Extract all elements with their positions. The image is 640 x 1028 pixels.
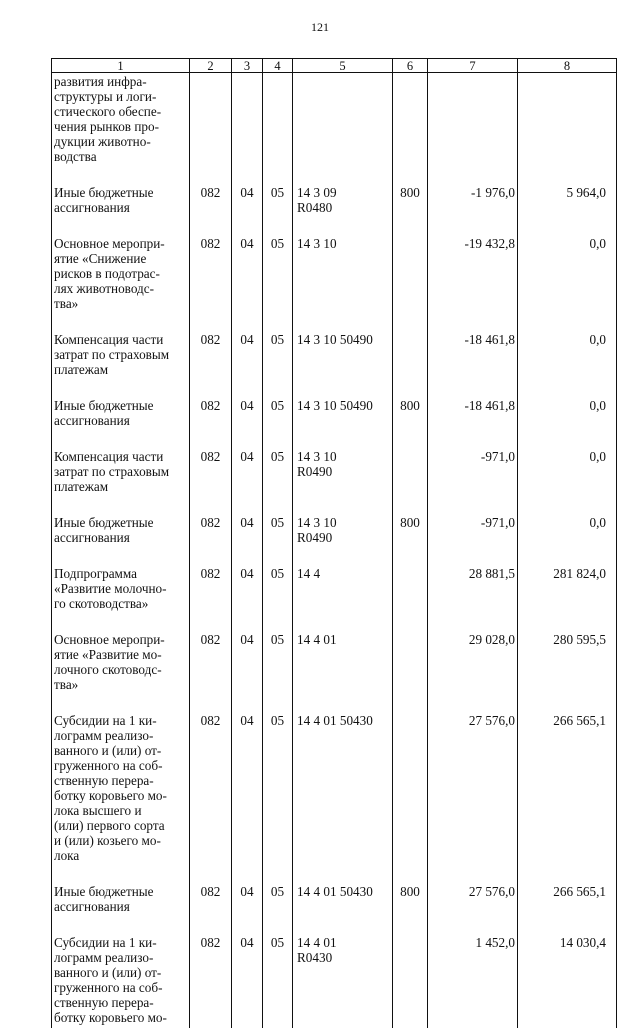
header-col-5: 5 <box>293 59 393 73</box>
cell-target-article: 14 4 <box>293 566 393 632</box>
cell-target-article: 14 4 01 50430 <box>293 713 393 884</box>
cell-expense-type: 800 <box>393 398 428 449</box>
cell-name: Компенсация части затрат по страховым платежам <box>52 332 190 398</box>
cell-expense-type <box>393 566 428 632</box>
cell-subsection: 05 <box>263 566 293 632</box>
header-col-2: 2 <box>190 59 232 73</box>
cell-name: Подпрограмма «Развитие молочно- го скотоводства» <box>52 566 190 632</box>
cell-name: Иные бюджетные ассигнования <box>52 185 190 236</box>
cell-amount-change: -1 976,0 <box>428 185 518 236</box>
table-row <box>52 398 617 449</box>
cell-ministry: 082 <box>190 236 232 332</box>
header-row <box>52 59 617 73</box>
cell-amount-change: 1 452,0 <box>428 935 518 1028</box>
cell-ministry: 082 <box>190 449 232 515</box>
cell-name: Иные бюджетные ассигнования <box>52 884 190 935</box>
cell-section: 04 <box>232 566 263 632</box>
cell-section: 04 <box>232 884 263 935</box>
cell-section: 04 <box>232 236 263 332</box>
cell-target-article: 14 4 01 <box>293 632 393 713</box>
table-row <box>52 449 617 515</box>
header-col-6: 6 <box>393 59 428 73</box>
cell-expense-type: 800 <box>393 185 428 236</box>
cell-amount-change: 29 028,0 <box>428 632 518 713</box>
table-row <box>52 332 617 398</box>
cell-amount: 280 595,5 <box>518 632 617 713</box>
cell-ministry: 082 <box>190 935 232 1028</box>
cell-amount: 0,0 <box>518 332 617 398</box>
budget-table <box>51 58 617 1028</box>
cell-expense-type <box>393 236 428 332</box>
cell-amount-change: 27 576,0 <box>428 884 518 935</box>
cell-subsection <box>263 73 293 186</box>
cell-ministry: 082 <box>190 515 232 566</box>
table-row <box>52 236 617 332</box>
cell-ministry: 082 <box>190 398 232 449</box>
cell-expense-type <box>393 935 428 1028</box>
cell-section: 04 <box>232 185 263 236</box>
cell-ministry: 082 <box>190 713 232 884</box>
cell-amount: 5 964,0 <box>518 185 617 236</box>
cell-name: Основное меропри- ятие «Развитие мо- лочного скотоводс- тва» <box>52 632 190 713</box>
cell-target-article: 14 4 01 50430 <box>293 884 393 935</box>
cell-subsection: 05 <box>263 236 293 332</box>
cell-target-article <box>293 73 393 186</box>
cell-section: 04 <box>232 935 263 1028</box>
cell-subsection: 05 <box>263 185 293 236</box>
cell-expense-type: 800 <box>393 884 428 935</box>
cell-name: Иные бюджетные ассигнования <box>52 398 190 449</box>
cell-section: 04 <box>232 332 263 398</box>
cell-section: 04 <box>232 515 263 566</box>
cell-ministry <box>190 73 232 186</box>
cell-expense-type <box>393 713 428 884</box>
table-row <box>52 935 617 1028</box>
cell-target-article: 14 4 01 R0430 <box>293 935 393 1028</box>
cell-subsection: 05 <box>263 632 293 713</box>
cell-subsection: 05 <box>263 449 293 515</box>
cell-amount: 281 824,0 <box>518 566 617 632</box>
cell-ministry: 082 <box>190 884 232 935</box>
header-col-7: 7 <box>428 59 518 73</box>
cell-target-article: 14 3 10 50490 <box>293 332 393 398</box>
cell-name: развития инфра- структуры и логи- стического обеспе- чения рынков про- дукции животно- водства <box>52 73 190 186</box>
cell-amount-change: -971,0 <box>428 515 518 566</box>
cell-amount-change: -18 461,8 <box>428 398 518 449</box>
table-row <box>52 566 617 632</box>
cell-expense-type <box>393 73 428 186</box>
cell-amount-change: -971,0 <box>428 449 518 515</box>
cell-target-article: 14 3 10 50490 <box>293 398 393 449</box>
cell-section: 04 <box>232 449 263 515</box>
header-col-4: 4 <box>263 59 293 73</box>
cell-section: 04 <box>232 713 263 884</box>
cell-subsection: 05 <box>263 884 293 935</box>
cell-name: Субсидии на 1 ки- лограмм реализо- ванного и (или) от- груженного на соб- ственную перера- ботку коровьего мо- лока высшего и (или) первого сорта и (или) козьего мо- лока <box>52 713 190 884</box>
table-row <box>52 884 617 935</box>
cell-expense-type <box>393 632 428 713</box>
cell-target-article: 14 3 09 R0480 <box>293 185 393 236</box>
cell-amount-change: -19 432,8 <box>428 236 518 332</box>
cell-amount: 266 565,1 <box>518 713 617 884</box>
cell-ministry: 082 <box>190 566 232 632</box>
table-row <box>52 185 617 236</box>
cell-name: Иные бюджетные ассигнования <box>52 515 190 566</box>
cell-amount: 0,0 <box>518 236 617 332</box>
cell-subsection: 05 <box>263 935 293 1028</box>
cell-amount <box>518 73 617 186</box>
cell-subsection: 05 <box>263 515 293 566</box>
cell-ministry: 082 <box>190 185 232 236</box>
cell-section <box>232 73 263 186</box>
cell-section: 04 <box>232 632 263 713</box>
cell-amount: 0,0 <box>518 398 617 449</box>
page-number: 121 <box>311 20 329 34</box>
cell-subsection: 05 <box>263 398 293 449</box>
cell-expense-type <box>393 449 428 515</box>
table-row <box>52 515 617 566</box>
header-col-3: 3 <box>232 59 263 73</box>
cell-amount-change: -18 461,8 <box>428 332 518 398</box>
cell-amount-change: 28 881,5 <box>428 566 518 632</box>
header-col-1: 1 <box>52 59 190 73</box>
table-row <box>52 632 617 713</box>
cell-amount-change <box>428 73 518 186</box>
cell-name: Субсидии на 1 ки- лограмм реализо- ванного и (или) от- груженного на соб- ственную перера- ботку коровьего мо- <box>52 935 190 1028</box>
cell-expense-type <box>393 332 428 398</box>
cell-amount: 14 030,4 <box>518 935 617 1028</box>
cell-amount: 0,0 <box>518 515 617 566</box>
cell-target-article: 14 3 10 <box>293 236 393 332</box>
cell-ministry: 082 <box>190 632 232 713</box>
cell-target-article: 14 3 10 R0490 <box>293 515 393 566</box>
cell-expense-type: 800 <box>393 515 428 566</box>
table-row <box>52 713 617 884</box>
header-col-8: 8 <box>518 59 617 73</box>
cell-subsection: 05 <box>263 332 293 398</box>
cell-subsection: 05 <box>263 713 293 884</box>
cell-name: Основное меропри- ятие «Снижение рисков в подотрас- лях животноводс- тва» <box>52 236 190 332</box>
cell-amount: 0,0 <box>518 449 617 515</box>
cell-name: Компенсация части затрат по страховым платежам <box>52 449 190 515</box>
cell-target-article: 14 3 10 R0490 <box>293 449 393 515</box>
table-row <box>52 73 617 186</box>
cell-amount: 266 565,1 <box>518 884 617 935</box>
cell-section: 04 <box>232 398 263 449</box>
cell-ministry: 082 <box>190 332 232 398</box>
cell-amount-change: 27 576,0 <box>428 713 518 884</box>
